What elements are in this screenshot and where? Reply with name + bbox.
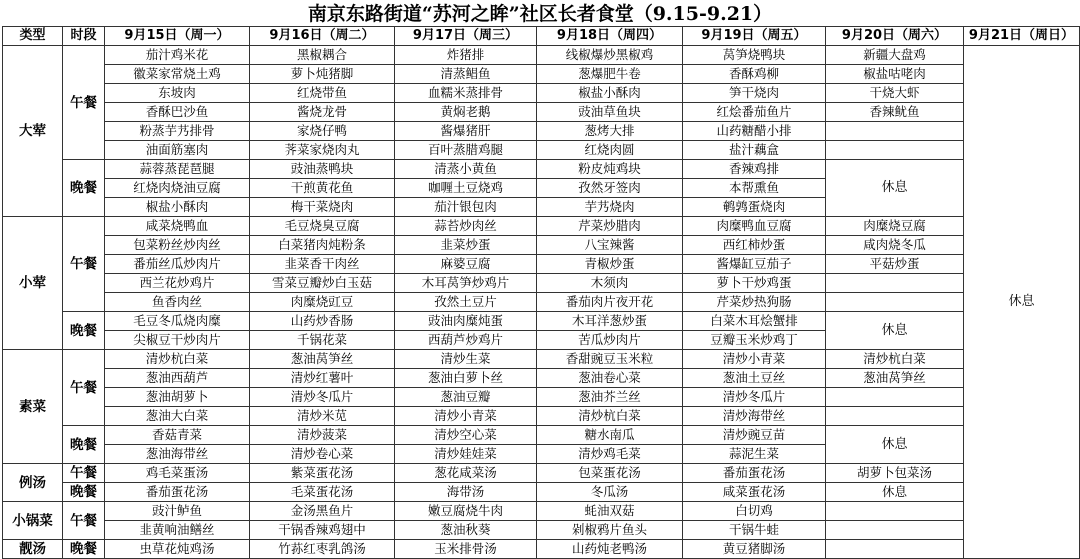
dish-cell: 盐汁藕盒 <box>683 141 826 160</box>
dish-cell: 葱油海带丝 <box>105 445 250 464</box>
dish-cell: 清炒小青菜 <box>395 407 537 426</box>
dish-cell: 咸菜烧鸭血 <box>105 217 250 236</box>
dish-cell: 咸肉烧冬瓜 <box>826 236 964 255</box>
page-title: 南京东路街道“苏河之眸”社区长者食堂（9.15-9.21） <box>307 3 773 25</box>
column-header: 时段 <box>63 27 105 46</box>
dish-cell: 本帮熏鱼 <box>683 179 826 198</box>
dish-cell: 海带汤 <box>395 483 537 502</box>
dish-cell <box>826 502 964 521</box>
menu-row <box>3 236 1080 255</box>
dish-cell: 肉糜烧豆腐 <box>826 217 964 236</box>
dish-cell: 清炒杭白菜 <box>826 350 964 369</box>
menu-row <box>3 293 1080 312</box>
menu-row <box>3 350 1080 369</box>
dish-cell: 千锅花菜 <box>250 331 395 350</box>
dish-cell <box>826 274 964 293</box>
menu-row <box>3 46 1080 65</box>
meal-cell: 晚餐 <box>63 312 105 350</box>
dish-cell: 粉皮炖鸡块 <box>537 160 683 179</box>
dish-cell: 番茄蛋花汤 <box>683 464 826 483</box>
dish-cell: 葱油土豆丝 <box>683 369 826 388</box>
dish-cell: 番茄肉片夜开花 <box>537 293 683 312</box>
dish-cell: 葱油白萝卜丝 <box>395 369 537 388</box>
day-header: 9月17日（周三） <box>395 27 537 46</box>
category-cell: 小锅菜 <box>3 502 63 540</box>
menu-row <box>3 255 1080 274</box>
dish-cell: 芋艿烧肉 <box>537 198 683 217</box>
dish-cell: 红烧肉烧油豆腐 <box>105 179 250 198</box>
dish-cell: 豉汁鲈鱼 <box>105 502 250 521</box>
dish-cell: 嫩豆腐烧牛肉 <box>395 502 537 521</box>
dish-cell <box>826 407 964 426</box>
day-header: 9月19日（周五） <box>683 27 826 46</box>
dish-cell: 孜然牙签肉 <box>537 179 683 198</box>
day-header: 9月18日（周四） <box>537 27 683 46</box>
menu-row <box>3 483 1080 502</box>
dish-cell: 芹菜炒腊肉 <box>537 217 683 236</box>
meal-cell: 晚餐 <box>63 540 105 559</box>
dish-cell: 毛菜蛋花汤 <box>250 483 395 502</box>
dish-cell: 黑椒耦合 <box>250 46 395 65</box>
dish-cell: 木耳莴笋炒鸡片 <box>395 274 537 293</box>
dish-cell: 豉油草鱼块 <box>537 103 683 122</box>
dish-cell: 豉油蒸鸭块 <box>250 160 395 179</box>
menu-row <box>3 84 1080 103</box>
dish-cell: 干锅香辣鸡翅中 <box>250 521 395 540</box>
dish-cell: 香辣鱿鱼 <box>826 103 964 122</box>
saturday-rest-cell: 休息 <box>826 160 964 217</box>
dish-cell: 清炒冬瓜片 <box>683 388 826 407</box>
dish-cell: 粉蒸芋艿排骨 <box>105 122 250 141</box>
menu-row <box>3 274 1080 293</box>
dish-cell: 炸猪排 <box>395 46 537 65</box>
dish-cell: 蚝油双菇 <box>537 502 683 521</box>
dish-cell: 葱油芥兰丝 <box>537 388 683 407</box>
dish-cell: 香酥鸡柳 <box>683 65 826 84</box>
dish-cell: 剁椒鸦片鱼头 <box>537 521 683 540</box>
menu-row <box>3 540 1080 559</box>
menu-row <box>3 141 1080 160</box>
dish-cell: 葱油莴笋丝 <box>250 350 395 369</box>
dish-cell: 油面筋塞肉 <box>105 141 250 160</box>
dish-cell: 鹌鹑蛋烧肉 <box>683 198 826 217</box>
dish-cell: 葱花咸菜汤 <box>395 464 537 483</box>
dish-cell: 笋干烧肉 <box>683 84 826 103</box>
dish-cell <box>826 293 964 312</box>
dish-cell: 西葫芦炒鸡片 <box>395 331 537 350</box>
category-cell: 例汤 <box>3 464 63 502</box>
dish-cell: 胡萝卜包菜汤 <box>826 464 964 483</box>
dish-cell: 椒盐小酥肉 <box>537 84 683 103</box>
dish-cell: 葱爆肥牛卷 <box>537 65 683 84</box>
category-cell: 靓汤 <box>3 540 63 559</box>
dish-cell: 木须肉 <box>537 274 683 293</box>
column-header: 类型 <box>3 27 63 46</box>
dish-cell: 葱油卷心菜 <box>537 369 683 388</box>
dish-cell: 咖喱土豆烧鸡 <box>395 179 537 198</box>
dish-cell: 茄汁鸡米花 <box>105 46 250 65</box>
dish-cell: 葱烤大排 <box>537 122 683 141</box>
dish-cell: 孜然土豆片 <box>395 293 537 312</box>
dish-cell: 香辣鸡排 <box>683 160 826 179</box>
dish-cell: 清炒生菜 <box>395 350 537 369</box>
dish-cell <box>826 540 964 559</box>
dish-cell: 清蒸小黄鱼 <box>395 160 537 179</box>
dish-cell: 黄豆猪脚汤 <box>683 540 826 559</box>
dish-cell: 干烧大虾 <box>826 84 964 103</box>
dish-cell: 木耳洋葱炒蛋 <box>537 312 683 331</box>
dish-cell: 鸡毛菜蛋汤 <box>105 464 250 483</box>
menu-row <box>3 464 1080 483</box>
dish-cell: 清炒卷心菜 <box>250 445 395 464</box>
dish-cell: 酱爆猪肝 <box>395 122 537 141</box>
dish-cell: 莴笋烧鸭块 <box>683 46 826 65</box>
dish-cell: 白切鸡 <box>683 502 826 521</box>
dish-cell: 番茄蛋花汤 <box>105 483 250 502</box>
dish-cell: 咸菜蛋花汤 <box>683 483 826 502</box>
dish-cell: 蒜蓉蒸琵琶腿 <box>105 160 250 179</box>
dish-cell: 清炒小青菜 <box>683 350 826 369</box>
menu-row <box>3 312 1080 331</box>
dish-cell: 芹菜炒热狗肠 <box>683 293 826 312</box>
meal-cell: 晚餐 <box>63 426 105 464</box>
dish-cell: 红烧肉圆 <box>537 141 683 160</box>
dish-cell: 香酥巴沙鱼 <box>105 103 250 122</box>
dish-cell: 毛豆烧臭豆腐 <box>250 217 395 236</box>
dish-cell: 休息 <box>826 483 964 502</box>
category-cell: 小荤 <box>3 217 63 350</box>
dish-cell: 红烩番茄鱼片 <box>683 103 826 122</box>
dish-cell: 八宝辣酱 <box>537 236 683 255</box>
dish-cell: 干锅牛蛙 <box>683 521 826 540</box>
meal-cell: 晚餐 <box>63 483 105 502</box>
meal-cell: 午餐 <box>63 350 105 426</box>
menu-table <box>2 26 1080 559</box>
dish-cell: 青椒炒蛋 <box>537 255 683 274</box>
dish-cell: 黄焖老鹅 <box>395 103 537 122</box>
dish-cell: 麻婆豆腐 <box>395 255 537 274</box>
category-cell: 素菜 <box>3 350 63 464</box>
dish-cell: 葱油豆瓣 <box>395 388 537 407</box>
day-header: 9月21日（周日） <box>964 27 1080 46</box>
saturday-rest-cell: 休息 <box>826 312 964 350</box>
dish-cell: 清炒菠菜 <box>250 426 395 445</box>
dish-cell: 韭菜炒蛋 <box>395 236 537 255</box>
dish-cell <box>826 388 964 407</box>
dish-cell: 糖水南瓜 <box>537 426 683 445</box>
dish-cell: 蒜苔炒肉丝 <box>395 217 537 236</box>
dish-cell: 紫菜蛋花汤 <box>250 464 395 483</box>
dish-cell: 清炒娃娃菜 <box>395 445 537 464</box>
dish-cell: 韭黄响油鳝丝 <box>105 521 250 540</box>
dish-cell: 清炒海带丝 <box>683 407 826 426</box>
dish-cell: 包菜粉丝炒肉丝 <box>105 236 250 255</box>
dish-cell: 酱爆缸豆茄子 <box>683 255 826 274</box>
menu-row <box>3 502 1080 521</box>
dish-cell: 山药炒香肠 <box>250 312 395 331</box>
dish-cell: 清炒杭白菜 <box>105 350 250 369</box>
dish-cell: 萝卜炖猪脚 <box>250 65 395 84</box>
menu-row <box>3 521 1080 540</box>
dish-cell: 雪菜豆瓣炒白玉菇 <box>250 274 395 293</box>
dish-cell: 梅干菜烧肉 <box>250 198 395 217</box>
dish-cell: 白菜木耳烩蟹排 <box>683 312 826 331</box>
dish-cell: 葱油胡萝卜 <box>105 388 250 407</box>
dish-cell: 毛豆冬瓜烧肉糜 <box>105 312 250 331</box>
menu-row <box>3 426 1080 445</box>
dish-cell: 清炒杭白菜 <box>537 407 683 426</box>
dish-cell: 百叶蒸腊鸡腿 <box>395 141 537 160</box>
dish-cell: 西兰花炒鸡片 <box>105 274 250 293</box>
dish-cell: 蒜泥生菜 <box>683 445 826 464</box>
menu-row <box>3 65 1080 84</box>
sunday-rest-cell: 休息 <box>964 46 1080 559</box>
dish-cell: 血糯米蒸排骨 <box>395 84 537 103</box>
menu-row <box>3 122 1080 141</box>
menu-row <box>3 407 1080 426</box>
dish-cell <box>826 122 964 141</box>
day-header: 9月16日（周二） <box>250 27 395 46</box>
dish-cell: 葱油大白菜 <box>105 407 250 426</box>
dish-cell: 肉糜鸭血豆腐 <box>683 217 826 236</box>
category-cell: 大荤 <box>3 46 63 217</box>
dish-cell: 豉油肉糜炖蛋 <box>395 312 537 331</box>
dish-cell: 玉米排骨汤 <box>395 540 537 559</box>
dish-cell: 韭菜香干肉丝 <box>250 255 395 274</box>
dish-cell: 山药糖醋小排 <box>683 122 826 141</box>
dish-cell: 平菇炒蛋 <box>826 255 964 274</box>
dish-cell: 清炒米苋 <box>250 407 395 426</box>
dish-cell: 葱油秋葵 <box>395 521 537 540</box>
dish-cell <box>826 521 964 540</box>
dish-cell: 冬瓜汤 <box>537 483 683 502</box>
dish-cell: 新疆大盘鸡 <box>826 46 964 65</box>
menu-row <box>3 217 1080 236</box>
dish-cell: 香甜豌豆玉米粒 <box>537 350 683 369</box>
dish-cell <box>826 141 964 160</box>
meal-cell: 午餐 <box>63 46 105 160</box>
dish-cell: 椒盐咕咾肉 <box>826 65 964 84</box>
dish-cell: 清炒冬瓜片 <box>250 388 395 407</box>
menu-row <box>3 103 1080 122</box>
dish-cell: 鱼香肉丝 <box>105 293 250 312</box>
dish-cell: 萝卜干炒鸡蛋 <box>683 274 826 293</box>
day-header: 9月20日（周六） <box>826 27 964 46</box>
dish-cell: 金汤黑鱼片 <box>250 502 395 521</box>
dish-cell: 包菜蛋花汤 <box>537 464 683 483</box>
dish-cell: 清炒空心菜 <box>395 426 537 445</box>
dish-cell: 肉糜烧豇豆 <box>250 293 395 312</box>
dish-cell: 线椒爆炒黑椒鸡 <box>537 46 683 65</box>
dish-cell: 酱烧龙骨 <box>250 103 395 122</box>
dish-cell: 干煎黄花鱼 <box>250 179 395 198</box>
dish-cell: 东坡肉 <box>105 84 250 103</box>
dish-cell: 徽菜家常烧土鸡 <box>105 65 250 84</box>
day-header: 9月15日（周一） <box>105 27 250 46</box>
dish-cell: 葱油西葫芦 <box>105 369 250 388</box>
meal-cell: 晚餐 <box>63 160 105 217</box>
saturday-rest-cell: 休息 <box>826 426 964 464</box>
dish-cell: 茄汁银包肉 <box>395 198 537 217</box>
dish-cell: 葱油莴笋丝 <box>826 369 964 388</box>
menu-row <box>3 369 1080 388</box>
dish-cell: 清炒鸡毛菜 <box>537 445 683 464</box>
dish-cell: 西红柿炒蛋 <box>683 236 826 255</box>
dish-cell: 香菇青菜 <box>105 426 250 445</box>
meal-cell: 午餐 <box>63 217 105 312</box>
dish-cell: 山药炖老鸭汤 <box>537 540 683 559</box>
header-row <box>3 27 1080 46</box>
meal-cell: 午餐 <box>63 464 105 483</box>
dish-cell: 椒盐小酥肉 <box>105 198 250 217</box>
dish-cell: 清炒豌豆苗 <box>683 426 826 445</box>
menu-row <box>3 388 1080 407</box>
dish-cell: 家烧仔鸭 <box>250 122 395 141</box>
dish-cell: 番茄丝瓜炒肉片 <box>105 255 250 274</box>
dish-cell: 竹荪红枣乳鸽汤 <box>250 540 395 559</box>
dish-cell: 荠菜家烧肉丸 <box>250 141 395 160</box>
dish-cell: 虫草花炖鸡汤 <box>105 540 250 559</box>
dish-cell: 清炒红薯叶 <box>250 369 395 388</box>
meal-cell: 午餐 <box>63 502 105 540</box>
dish-cell: 红烧带鱼 <box>250 84 395 103</box>
dish-cell: 清蒸鲳鱼 <box>395 65 537 84</box>
dish-cell: 豆瓣玉米炒鸡丁 <box>683 331 826 350</box>
dish-cell: 苦瓜炒肉片 <box>537 331 683 350</box>
menu-row <box>3 160 1080 179</box>
dish-cell: 白菜猪肉炖粉条 <box>250 236 395 255</box>
dish-cell: 尖椒豆干炒肉片 <box>105 331 250 350</box>
